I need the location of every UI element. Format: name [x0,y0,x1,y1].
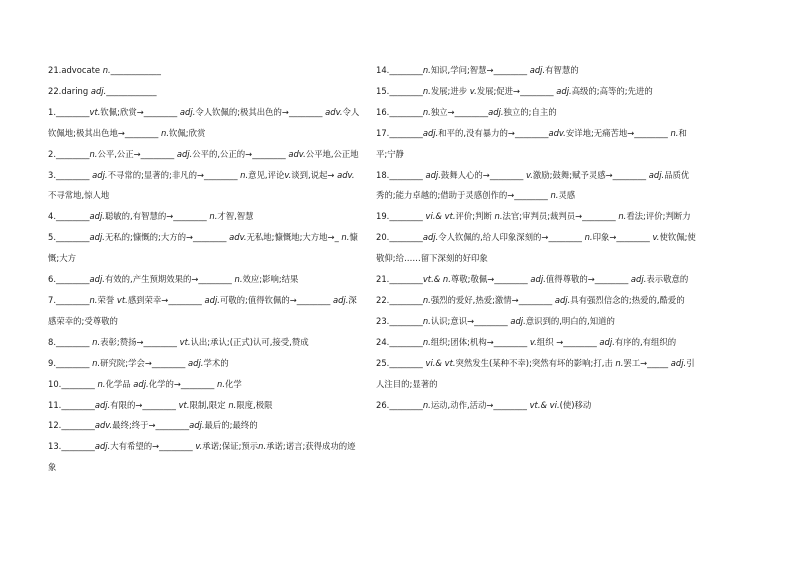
entry-text: 11.________ [48,399,95,410]
entry-text: 不寻常的;显著的;非凡的→________ [107,169,241,180]
entry-text: 聪敏的,有智慧的→________ [104,211,210,222]
entry-text: 研究院;学会→________ [100,357,189,368]
part-of-speech: n. [240,169,249,180]
entry-text: 深感荣幸的;受尊敬的 [48,294,357,326]
entry-text: 评价;判断 [455,211,495,222]
part-of-speech: n. [228,399,237,410]
part-of-speech: vt. [116,294,128,305]
part-of-speech: adj. [630,274,647,285]
entry-text: 罢工→_____ [623,357,671,368]
entry-text: 有限的→________ [110,399,179,410]
entry-text: 最后的;最终的 [204,420,258,431]
entry-text: 8.________ [48,336,93,347]
part-of-speech: n. [584,232,593,243]
vocab-entry [48,81,360,102]
entry-text: 7.________ [48,294,90,305]
entry-text: 23.________ [376,315,423,326]
part-of-speech: adj. [188,357,204,368]
entry-text: 认出;承认;(正式)认可,接受,赞成 [190,336,309,347]
right-column [376,60,696,415]
entry-text: 大有希望的→________ [110,441,196,452]
part-of-speech: adv. [548,127,566,138]
vocab-entry [376,332,696,353]
part-of-speech: v. [469,85,477,96]
entry-text: 看法;评价;判断力 [626,211,691,222]
entry-text: 公平的,公正的→________ [192,148,289,159]
entry-text: 承诺;诺言;获得成功的迹象 [48,441,356,473]
vocab-entry [48,269,360,290]
vocab-entry [48,60,360,81]
entry-text: 表示敬意的 [646,274,689,285]
part-of-speech: n. [422,294,431,305]
entry-text: 22.________ [376,294,423,305]
vocab-entry [376,395,696,416]
entry-text: 化学的→________ [148,378,218,389]
entry-text: 不寻常地,惊人地 [48,190,110,201]
entry-text: 承诺;保证;预示 [202,441,259,452]
entry-text: 15.________ [376,85,423,96]
part-of-speech: adj. [422,232,439,243]
entry-text: 组织;团体;机构→________ [430,336,530,347]
entry-text: 无私地;慷慨地;大方地→_ [246,232,342,243]
part-of-speech: adv. [288,148,306,159]
entry-text: 慷慨;大方 [48,232,358,264]
part-of-speech: n. [341,232,350,243]
part-of-speech: n. [92,357,101,368]
part-of-speech: n. [550,190,559,201]
entry-text: 化学品 [105,378,134,389]
part-of-speech: adj. [332,294,349,305]
entry-text: 表彰;赞扬→________ [100,336,180,347]
part-of-speech: n. [209,211,218,222]
entry-text: 尊敬;敬佩→________ [450,274,531,285]
part-of-speech: n. [422,65,431,75]
part-of-speech: adj. [89,232,105,243]
vocab-entry [48,374,360,395]
entry-text: 独立→________ [430,106,489,117]
part-of-speech: adj. [422,127,439,138]
part-of-speech: v. [195,441,203,452]
entry-text: 化学 [225,378,242,389]
entry-text: 有智慧的 [545,65,579,75]
entry-text: 高级的;高等的;先进的 [571,85,653,96]
left-column [48,60,360,478]
entry-text: (使)移动 [559,399,592,410]
entry-text: 2.________ [48,148,90,159]
vocab-entry [376,123,696,165]
part-of-speech: adj. [510,315,526,326]
part-of-speech: adj. [133,378,149,389]
part-of-speech: adj. [488,106,504,117]
entry-text: 有序的,有组织的 [614,336,677,347]
entry-text: 钦佩;欣赏→________ [100,106,180,117]
part-of-speech: v. [529,336,537,347]
part-of-speech: adj. [204,294,220,305]
part-of-speech: n. [422,336,431,347]
vocab-entry [48,332,360,353]
entry-text: 14.________ [376,65,423,75]
part-of-speech: adj. [189,420,205,431]
entry-text: 强烈的爱好,热爱;激情→________ [430,294,555,305]
part-of-speech: n. [258,441,267,452]
entry-text: 最终;终于→________ [112,420,190,431]
entry-text: 和平的,没有暴力的→________ [438,127,549,138]
entry-text: 13.________ [48,441,95,452]
entry-text: 发展;促进→________ [476,85,557,96]
part-of-speech: adj. [89,211,105,222]
entry-text: 22.daring [48,85,91,96]
entry-text: 知识,学问;智慧→________ [430,65,530,75]
part-of-speech: n. [422,106,431,117]
part-of-speech: adj. [529,65,546,75]
part-of-speech: n. [92,336,101,347]
entry-text: 20.________ [376,232,423,243]
entry-text: 安详地;无痛苦地→________ [565,127,671,138]
part-of-speech: vt. [89,106,101,117]
vocab-entry [376,353,696,395]
vocab-entry [376,290,696,311]
entry-text: 公平地,公正地 [305,148,359,159]
entry-text: 激励;鼓舞;赋予灵感→________ [532,169,649,180]
part-of-speech: vt.& vi. [529,399,560,410]
part-of-speech: adj. [176,148,193,159]
part-of-speech: n. [102,65,111,75]
entry-text: 10.________ [48,378,98,389]
part-of-speech: adj. [179,106,196,117]
part-of-speech: adj. [648,169,665,180]
entry-text: 1.________ [48,106,90,117]
entry-text: 意识到的,明白的,知道的 [525,315,615,326]
entry-text: 使钦佩;使敬仰;给……留下深刻的好印象 [376,232,696,264]
part-of-speech: n. [422,315,431,326]
entry-text: 具有强烈信念的;热爱的,酷爱的 [570,294,685,305]
entry-text: 鼓舞人心的→________ [440,169,526,180]
entry-text: 学术的 [203,357,229,368]
entry-text: 和平;宁静 [376,127,687,159]
vocab-entry [48,165,360,207]
vocab-entry [48,290,360,332]
vocab-entry [48,227,360,269]
entry-text: 16.________ [376,106,423,117]
part-of-speech: n. [89,148,98,159]
entry-text: 12.________ [48,420,95,431]
entry-text: 可敬的;值得钦佩的→________ [219,294,333,305]
entry-text: 才智,智慧 [217,211,254,222]
part-of-speech: adj. [530,274,546,285]
entry-text: 无私的;慷慨的;大方的→________ [104,232,230,243]
part-of-speech: adj. [90,85,107,96]
part-of-speech: adj. [599,336,615,347]
entry-text: 品质优秀的;能力卓越的;借助于灵感创作的→________ [376,169,690,201]
vocab-entry [376,227,696,269]
vocab-entry [376,206,696,227]
part-of-speech: v. [652,232,660,243]
part-of-speech: adj. [425,169,441,180]
vocab-entry [376,269,696,290]
part-of-speech: n. [161,127,169,138]
part-of-speech: n. [670,127,679,138]
part-of-speech: adj. [94,441,111,452]
part-of-speech: n. [422,399,431,410]
part-of-speech: n. [234,274,243,285]
part-of-speech: adv. [337,169,355,180]
entry-text: 印象→________ [592,232,653,243]
part-of-speech: adj. [670,357,687,368]
entry-text: 钦佩;欣赏 [169,127,206,138]
part-of-speech: n. [89,294,98,305]
entry-text: 令人钦佩的,给人印象深刻的→________ [438,232,585,243]
entry-text: 突然发生(某种不幸);突然有坏的影响;打,击 [455,357,616,368]
entry-text: 意见,评论 [248,169,285,180]
part-of-speech: adj. [94,399,111,410]
entry-text: 17.________ [376,127,423,138]
part-of-speech: adv. [229,232,247,243]
entry-text: 效应;影响;结果 [242,274,299,285]
part-of-speech: n. [494,211,503,222]
vocab-entry [48,206,360,227]
part-of-speech: n. [615,357,624,368]
entry-text: 限度,极限 [236,399,273,410]
entry-text: 限制,限定 [189,399,229,410]
part-of-speech: n. [97,378,106,389]
part-of-speech: vi.& vt. [425,357,456,368]
entry-text: 24.________ [376,336,423,347]
entry-text: ____________ [106,85,157,96]
entry-text: 21.________ [376,274,423,285]
part-of-speech: vt. [178,399,190,410]
entry-text: 灵感 [558,190,576,201]
entry-text: 运动,动作,活动→________ [430,399,530,410]
vocab-entry [48,144,360,165]
part-of-speech: v. [284,169,292,180]
part-of-speech: n. [217,378,225,389]
entry-text: 独立的;自主的 [503,106,557,117]
part-of-speech: adj. [92,169,108,180]
part-of-speech: adj. [554,294,571,305]
part-of-speech: adj. [89,274,105,285]
entry-text: 4.________ [48,211,90,222]
entry-text: 组织 →________ [536,336,600,347]
entry-text: 19.________ [376,211,426,222]
entry-text: 谈到,说起→ [291,169,338,180]
entry-text: 荣誉 [97,294,117,305]
entry-text: 有效的,产生预期效果的→________ [104,274,235,285]
entry-text: 公平,公正→________ [97,148,177,159]
vocab-entry [48,415,360,436]
vocab-entry [48,102,360,144]
entry-text: 6.________ [48,274,90,285]
vocab-entry [376,102,696,123]
vocab-entry [48,395,360,416]
entry-text: ____________ [110,65,161,75]
entry-text: 5.________ [48,232,90,243]
part-of-speech: vt. [179,336,191,347]
entry-text: 26.________ [376,399,423,410]
vocab-entry [376,60,696,81]
part-of-speech: v. [525,169,533,180]
part-of-speech: adj. [556,85,572,96]
entry-text: 18.________ [376,169,426,180]
part-of-speech: n. [422,85,431,96]
entry-text: 令人钦佩的;极其出色的→________ [195,106,326,117]
part-of-speech: vi.& vt. [425,211,456,222]
part-of-speech: n. [618,211,627,222]
entry-text: 25.________ [376,357,426,368]
part-of-speech: adv. [325,106,343,117]
vocab-entry [48,436,360,478]
entry-text: 值得尊敬的→________ [545,274,631,285]
vocab-entry [376,311,696,332]
entry-text: 21.advocate [48,65,103,75]
entry-text: 令人钦佩地;极其出色地→________ [48,106,360,138]
vocab-entry [376,165,696,207]
vocab-entry [48,353,360,374]
part-of-speech: vt.& n. [422,274,451,285]
part-of-speech: adv. [94,420,113,431]
entry-text: 引人注目的;显著的 [376,357,695,389]
entry-text: 法官;审判员;裁判员→________ [502,211,619,222]
vocab-entry [376,81,696,102]
entry-text: 9.________ [48,357,93,368]
entry-text: 发展;进步 [430,85,470,96]
entry-text: 认识;意识→________ [430,315,511,326]
entry-text: 3.________ [48,169,93,180]
entry-text: 感到荣幸→________ [127,294,205,305]
